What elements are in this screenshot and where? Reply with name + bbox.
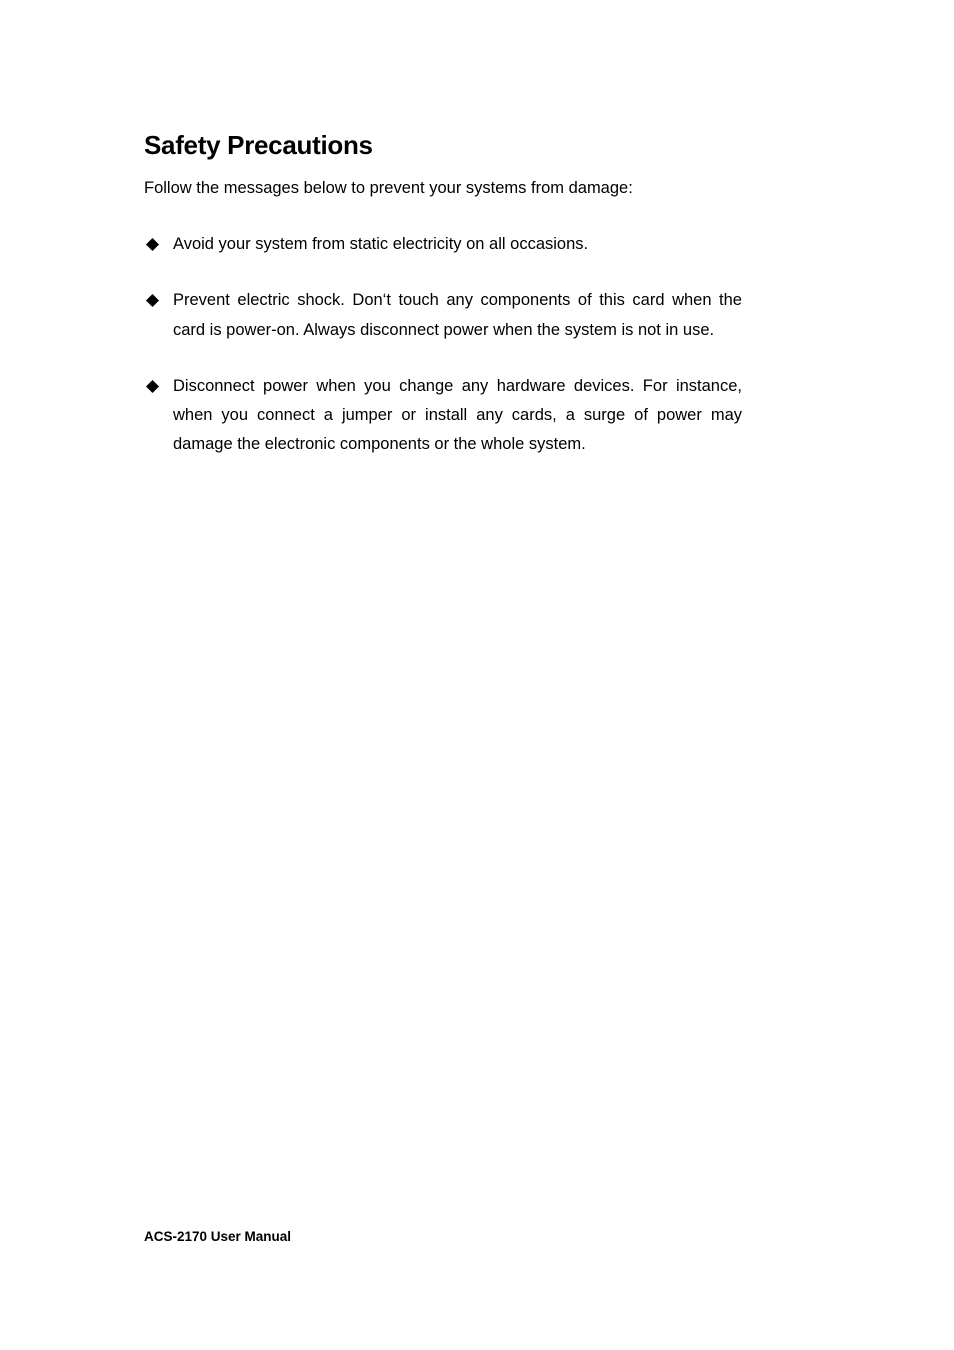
list-item (144, 230, 742, 259)
page-title: Safety Precautions (144, 130, 373, 160)
intro-paragraph: Follow the messages below to prevent your systems from damage: (144, 179, 633, 197)
diamond-icon (146, 380, 159, 393)
list-item-text: Disconnect power when you change any hardware devices. For instance, when you connect a jumper or install any cards, a surge of power may damage the electronic components or the whole system. (173, 376, 742, 454)
list-item (144, 286, 742, 345)
list-item-text: Prevent electric shock. Don‘t touch any components of this card when the card is power-on. Always disconnect power when the system is not in use. (173, 291, 742, 339)
precautions-list (144, 230, 742, 460)
diamond-icon (146, 294, 159, 307)
diamond-icon (146, 238, 159, 251)
list-item (144, 372, 742, 460)
page-footer: ACS-2170 User Manual (144, 1229, 292, 1244)
list-item-text: Avoid your system from static electricity on all occasions. (173, 235, 589, 253)
